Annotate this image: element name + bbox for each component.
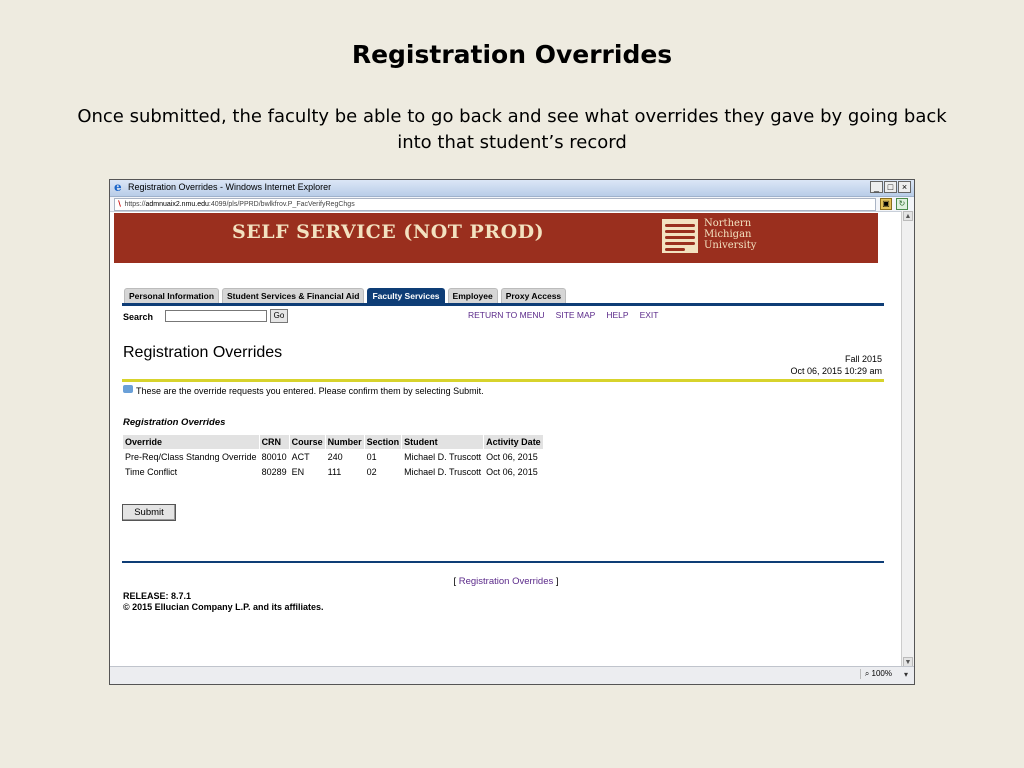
page-title: Registration Overrides <box>123 344 283 361</box>
header-divider <box>122 379 884 382</box>
release-info: RELEASE: 8.7.1 <box>123 591 192 601</box>
zoom-dropdown-icon[interactable]: ▾ <box>903 670 908 679</box>
refresh-icon[interactable]: ↻ <box>896 198 908 210</box>
table-cell: ACT <box>291 452 310 462</box>
table-cell: 80289 <box>261 467 287 477</box>
url-host: admnuaix2.nmu.edu <box>145 201 209 208</box>
help-link[interactable]: HELP <box>606 310 629 320</box>
url-field[interactable] <box>114 198 876 211</box>
window-title: Registration Overrides - Windows Internet Explorer <box>128 182 332 192</box>
copyright-text: © 2015 Ellucian Company L.P. and its affiliates. <box>123 602 324 612</box>
address-bar <box>110 197 914 212</box>
ie-logo-icon: e <box>114 180 122 194</box>
table-cell: Pre-Req/Class Standng Override <box>125 452 257 462</box>
site-map-link[interactable]: SITE MAP <box>555 310 596 320</box>
table-header-row <box>123 435 543 449</box>
lock-icon[interactable]: ▣ <box>880 198 892 210</box>
window-titlebar <box>110 180 914 197</box>
column-header: Course <box>291 437 323 447</box>
go-button[interactable]: Go <box>270 309 288 323</box>
footer-links <box>110 576 902 587</box>
table-cell: 80010 <box>261 452 287 462</box>
table-cell: 111 <box>327 467 342 477</box>
table-cell: Oct 06, 2015 <box>486 452 538 462</box>
url-prefix: https:// <box>124 201 146 208</box>
column-header: Override <box>123 435 259 449</box>
scroll-down-icon[interactable]: ▼ <box>904 659 912 666</box>
overrides-table <box>122 434 544 480</box>
tab-employee[interactable]: Employee <box>448 288 498 303</box>
university-name-line-2: Michigan <box>704 229 752 240</box>
close-button[interactable]: × <box>898 181 911 193</box>
university-name-line-3: University <box>704 240 757 251</box>
zoom-value: 100% <box>871 669 892 678</box>
search-label: Search <box>123 312 154 322</box>
term-label: Fall 2015 <box>844 354 882 364</box>
table-cell: Time Conflict <box>125 467 178 477</box>
footer-divider <box>122 561 884 563</box>
registration-overrides-link[interactable]: Registration Overrides <box>458 576 554 587</box>
column-header: Student <box>402 435 483 449</box>
info-message-icon <box>123 385 133 393</box>
tab-proxy-access[interactable]: Proxy Access <box>501 288 566 303</box>
table-cell: 02 <box>366 467 377 477</box>
submit-button[interactable]: Submit <box>122 504 176 521</box>
scroll-up-icon[interactable]: ▲ <box>904 213 912 220</box>
tab-student-services[interactable]: Student Services & Financial Aid <box>222 288 364 303</box>
column-header: Section <box>366 437 400 447</box>
column-header: Activity Date <box>486 437 541 447</box>
site-favicon-icon: ∖ <box>117 201 122 208</box>
status-bar <box>110 666 914 684</box>
exit-link[interactable]: EXIT <box>639 310 659 320</box>
maximize-button[interactable]: □ <box>884 181 897 193</box>
top-links <box>468 310 658 320</box>
tabs-divider <box>122 303 884 306</box>
datetime-label: Oct 06, 2015 10:29 am <box>790 366 882 376</box>
tab-faculty-services[interactable]: Faculty Services <box>367 288 444 303</box>
browser-window <box>109 179 915 685</box>
column-header: CRN <box>260 435 289 449</box>
table-cell: Michael D. Truscott <box>404 467 482 477</box>
table-row <box>123 465 543 479</box>
zoom-level[interactable] <box>860 669 892 679</box>
table-cell: Oct 06, 2015 <box>486 467 538 477</box>
site-banner <box>114 213 878 263</box>
tab-personal-information[interactable]: Personal Information <box>124 288 219 303</box>
zoom-icon: ⌕ <box>864 669 872 678</box>
section-title: Registration Overrides <box>123 417 226 428</box>
main-tabs <box>124 288 566 303</box>
banner-title: SELF SERVICE (NOT PROD) <box>232 221 545 243</box>
minimize-button[interactable]: _ <box>870 181 883 193</box>
table-cell: 240 <box>327 452 343 462</box>
vertical-scrollbar[interactable] <box>901 211 914 667</box>
return-to-menu-link[interactable]: RETURN TO MENU <box>468 310 545 320</box>
table-cell: 01 <box>366 452 377 462</box>
info-message: These are the override requests you entered. Please confirm them by selecting Submit. <box>136 386 484 396</box>
footer-bracket-open: [ <box>453 576 459 587</box>
search-input[interactable] <box>165 310 267 322</box>
window-controls <box>870 181 911 193</box>
column-header: Number <box>327 437 362 447</box>
table-cell: EN <box>291 467 305 477</box>
university-name-line-1: Northern <box>704 218 752 229</box>
table-cell: Michael D. Truscott <box>404 452 482 462</box>
table-row <box>123 450 543 464</box>
university-logo-icon <box>662 219 698 253</box>
university-name <box>704 218 756 251</box>
slide-description: Once submitted, the faculty be able to go back and see what overrides they gave by going back into that student’s record <box>77 106 947 153</box>
footer-bracket-close: ] <box>553 576 559 587</box>
url-path: :4099/pls/PPRD/bwlkfrov.P_FacVerifyRegChgs <box>208 201 355 208</box>
slide-title: Registration Overrides <box>351 40 673 69</box>
